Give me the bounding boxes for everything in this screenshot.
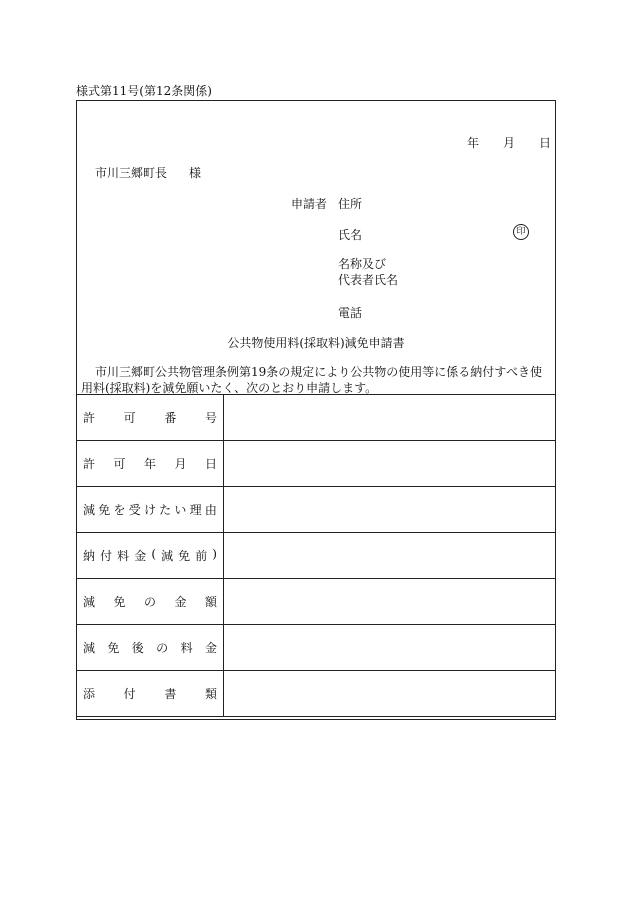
row-label-cell — [77, 579, 224, 625]
row-label-cell — [77, 441, 224, 487]
phone-label: 電話 — [338, 306, 363, 320]
application-statement: 市川三郷町公共物管理条例第19条の規定により公共物の使用等に係る納付すべき使用料(採取料)を減免願いたく、次のとおり申請します。 — [81, 365, 543, 395]
date-line — [467, 134, 551, 151]
application-form — [76, 100, 556, 720]
table-row — [77, 625, 556, 671]
name-label: 氏名 — [338, 228, 363, 242]
row-value-field[interactable] — [224, 533, 556, 579]
month-label: 月 — [502, 136, 515, 150]
row-label: 許 可 年 月 日 — [83, 457, 217, 471]
row-value-field[interactable] — [224, 671, 556, 717]
address-label: 住所 — [338, 197, 363, 211]
table-row — [77, 533, 556, 579]
seal-icon: 印 — [513, 224, 529, 240]
form-number: 様式第11号(第12条関係) — [76, 84, 212, 98]
year-label: 年 — [467, 136, 480, 150]
table-row — [77, 441, 556, 487]
row-label-cell — [77, 671, 224, 717]
addressee-name: 市川三郷町長 — [95, 166, 168, 180]
row-label: 減 免 を 受 け た い 理 由 — [83, 503, 217, 517]
table-row — [77, 579, 556, 625]
row-label: 減 免 の 金 額 — [83, 595, 217, 609]
row-label-cell — [77, 625, 224, 671]
row-value-field[interactable] — [224, 579, 556, 625]
row-label: 減 免 後 の 料 金 — [83, 641, 217, 655]
items-table — [76, 394, 556, 717]
row-label-cell — [77, 487, 224, 533]
row-value-field[interactable] — [224, 625, 556, 671]
day-label: 日 — [538, 136, 551, 150]
representative-label-line2: 代表者氏名 — [338, 273, 399, 287]
row-value-field[interactable] — [224, 395, 556, 441]
row-label-cell — [77, 533, 224, 579]
row-value-field[interactable] — [224, 487, 556, 533]
row-label-cell — [77, 395, 224, 441]
table-row — [77, 671, 556, 717]
row-label: 許 可 番 号 — [83, 411, 217, 425]
representative-label-line1: 名称及び — [338, 257, 387, 271]
addressee-suffix: 様 — [189, 166, 202, 180]
table-row — [77, 487, 556, 533]
table-row — [77, 395, 556, 441]
addressee — [95, 164, 201, 181]
document-title: 公共物使用料(採取料)減免申請書 — [227, 336, 405, 350]
row-value-field[interactable] — [224, 441, 556, 487]
row-label: 納 付 料 金 ( 減 免 前 ) — [83, 547, 217, 563]
representative-label — [338, 256, 398, 288]
applicant-label: 申請者 — [291, 197, 328, 211]
row-label: 添 付 書 類 — [83, 687, 217, 701]
